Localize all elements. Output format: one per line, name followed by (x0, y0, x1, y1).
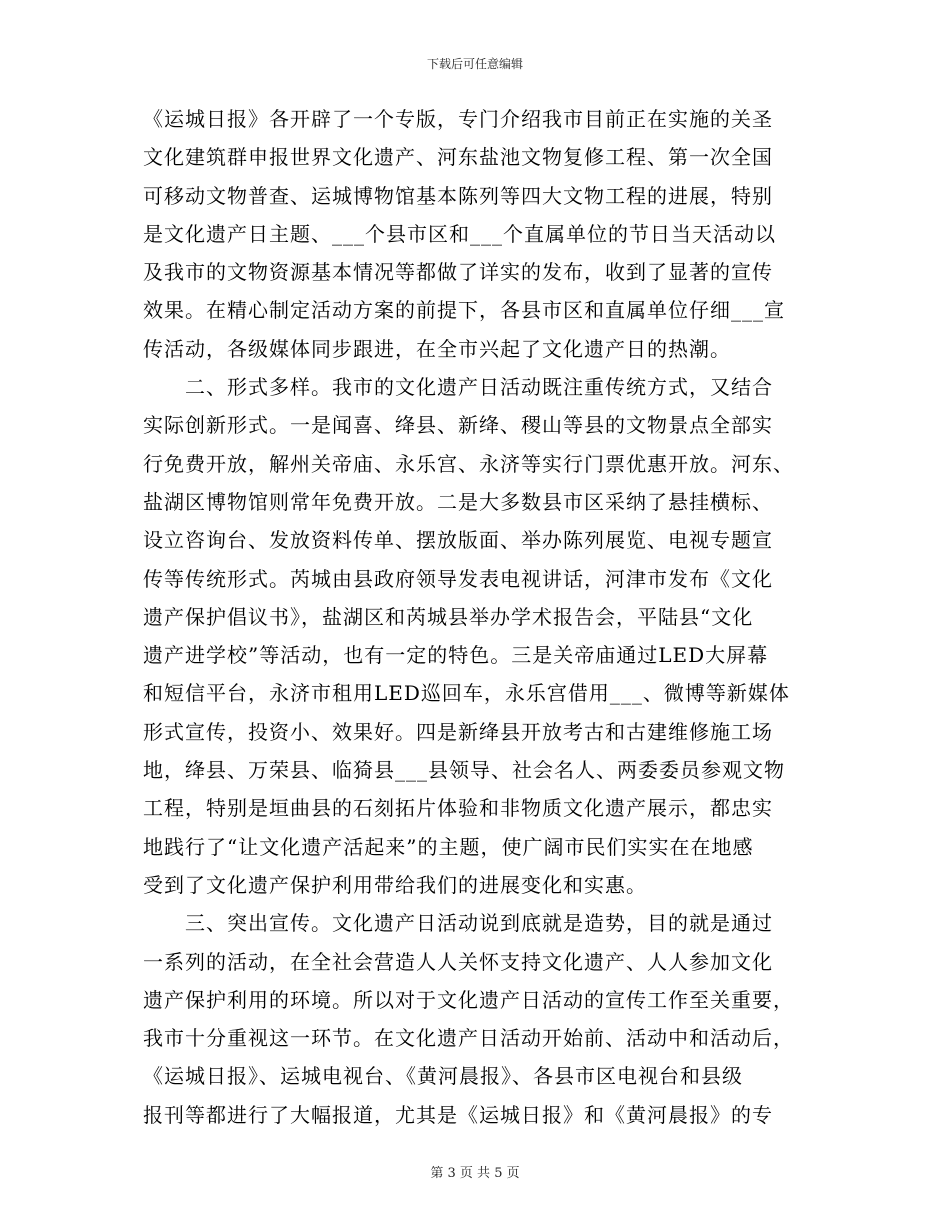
document-body (143, 100, 808, 1134)
text-line: 地践行了“让文化遗产活起来”的主题，使广阔市民们实实在在地感 (143, 834, 754, 859)
text-line: 受到了文化遗产保护利用带给我们的进展变化和实惠。 (143, 872, 647, 897)
text-line: 可移动文物普查、运城博物馆基本陈列等四大文物工程的进展，特别 (143, 183, 773, 208)
header-note: 下载后可任意编辑 (426, 57, 523, 71)
text-line: 工程，特别是垣曲县的石刻拓片体验和非物质文化遗产展示，都忠实 (143, 796, 773, 821)
text-line: 形式宣传，投资小、效果好。四是新绛县开放考古和古建维修施工场 (143, 719, 773, 744)
text-line: 二、形式多样。我市的文化遗产日活动既注重传统方式，又结合 (143, 375, 773, 400)
text-line: 我市十分重视这一环节。在文化遗产日活动开始前、活动中和活动后， (143, 1026, 794, 1051)
text-line: 遗产保护倡议书》，盐湖区和芮城县举办学术报告会，平陆县“文化 (143, 604, 754, 629)
text-line: 《运城日报》各开辟了一个专版，专门介绍我市目前正在实施的关圣 (143, 107, 773, 131)
text-line: 遗产保护利用的环境。所以对于文化遗产日活动的宣传工作至关重要， (143, 987, 794, 1012)
text-line: 一系列的活动，在全社会营造人人关怀支持文化遗产、人人参加文化 (143, 949, 773, 974)
text-line: 及我市的文物资源基本情况等都做了详实的发布，收到了显著的宣传 (143, 260, 773, 285)
text-line: 实际创新形式。一是闻喜、绛县、新绛、稷山等县的文物景点全部实 (143, 413, 773, 438)
text-line: 遗产进学校”等活动，也有一定的特色。三是关帝庙通过LED大屏幕 (143, 643, 769, 668)
text-line: 是文化遗产日主题、___个县市区和___个直属单位的节日当天活动以 (143, 221, 776, 246)
text-line: 效果。在精心制定活动方案的前提下，各县市区和直属单位仔细___宣 (143, 298, 785, 323)
text-line: 报刊等都进行了大幅报道，尤其是《运城日报》和《黄河晨报》的专 (143, 1102, 773, 1127)
text-line: 《运城日报》、运城电视台、《黄河晨报》、各县市区电视台和县级 (143, 1064, 743, 1089)
text-line: 地，绛县、万荣县、临猗县___县领导、社会名人、两委委员参观文物 (143, 758, 785, 783)
text-line: 设立咨询台、发放资料传单、摆放版面、举办陈列展览、电视专题宣 (143, 528, 773, 553)
text-line: 盐湖区博物馆则常年免费开放。二是大多数县市区采纳了悬挂横标、 (143, 489, 773, 514)
text-line: 文化建筑群申报世界文化遗产、河东盐池文物复修工程、第一次全国 (143, 145, 773, 170)
text-line: 传活动，各级媒体同步跟进，在全市兴起了文化遗产日的热潮。 (143, 336, 731, 361)
text-line: 和短信平台，永济市租用LED巡回车，永乐宫借用___、微博等新媒体 (143, 681, 790, 706)
text-line: 行免费开放，解州关帝庙、永乐宫、永济等实行门票优惠开放。河东、 (143, 451, 794, 476)
text-line: 传等传统形式。芮城由县政府领导发表电视讲话，河津市发布《文化 (143, 566, 773, 591)
text-line: 三、突出宣传。文化遗产日活动说到底就是造势，目的就是通过 (143, 911, 773, 936)
page-number: 第 3 页 共 5 页 (430, 1166, 520, 1181)
